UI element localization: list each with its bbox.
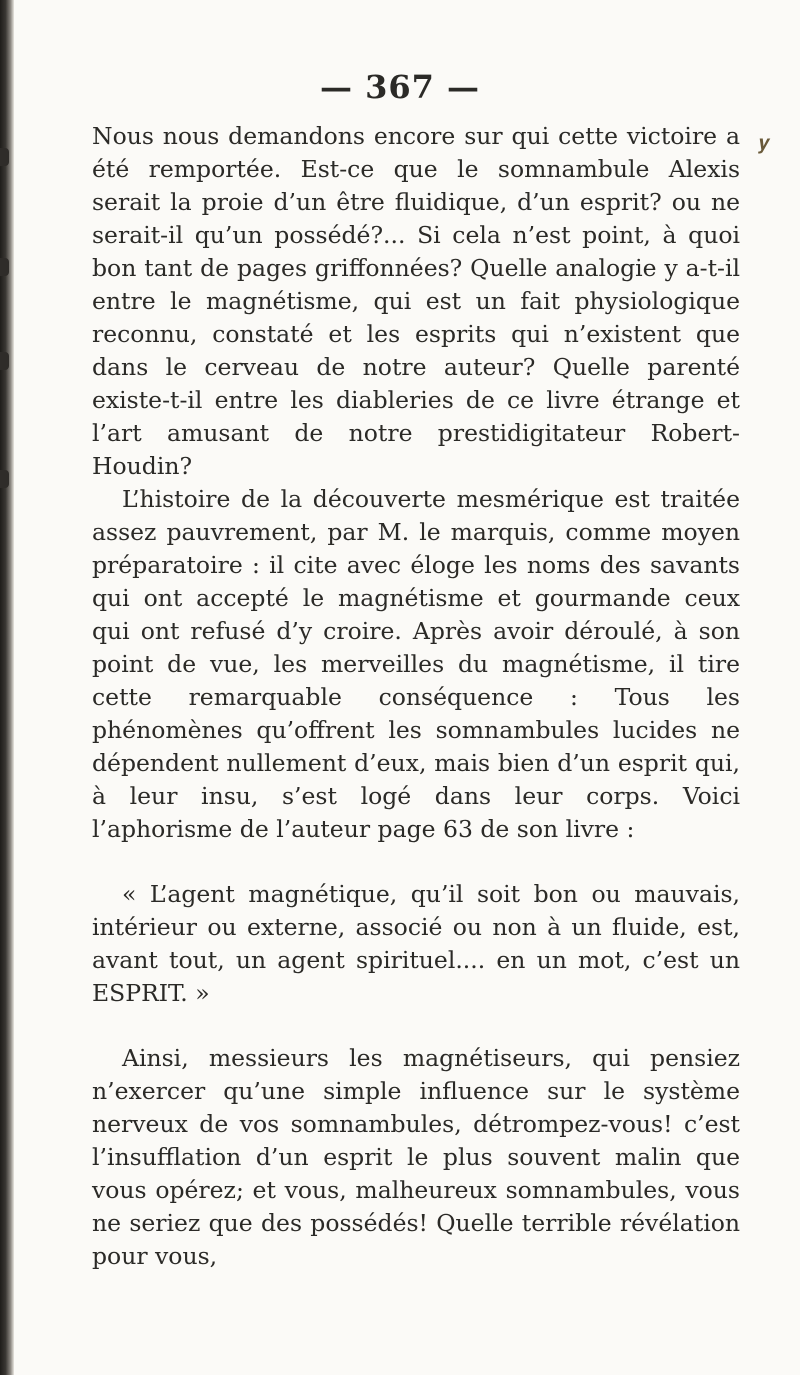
page-number: — 367 — bbox=[319, 68, 481, 106]
quotation: « L’agent magnétique, qu’il soit bon ou mauvais, intérieur ou externe, associé ou non à un fluide, est, avant tout, un agent spirituel.... en un mot, c’est un ESPRIT. » bbox=[92, 880, 740, 1007]
binding-mark bbox=[0, 148, 9, 166]
paragraph-1: Nous nous demandons encore sur qui cette victoire a été remportée. Est-ce que le somnambule Alexis serait la proie d’un être fluidique, d’un esprit? ou ne serait-il qu’un possédé?... Si cela n’est point, à quoi bon tant de pages griffonnées? Quelle analogie y a-t-il entre le magnétisme, qui est un fait physiologique reconnu, constaté et les esprits qui n’existent que dans le cerveau de notre auteur? Quelle parenté existe-t-il entre les diableries de ce livre étrange et l’art amusant de notre prestidigitateur Robert-Houdin? bbox=[92, 122, 740, 480]
binding-mark bbox=[0, 470, 9, 488]
binding-mark bbox=[0, 258, 9, 276]
margin-mark: 𝒚 bbox=[758, 130, 771, 154]
paragraph-3: Ainsi, messieurs les magnétiseurs, qui pensiez n’exercer qu’une simple influence sur le système nerveux de vos somnambules, détrompez-vous! c’est l’insufflation d’un esprit le plus souvent malin que vous opérez; et vous, malheureux somnambules, vous ne seriez que des possédés! Quelle terrible révélation pour vous, bbox=[92, 1044, 740, 1270]
page-body bbox=[92, 120, 740, 1273]
binding-edge bbox=[0, 0, 14, 1375]
paragraph-2: L’histoire de la découverte mesmérique est traitée assez pauvrement, par M. le marquis, comme moyen préparatoire : il cite avec éloge les noms des savants qui ont accepté le magnétisme et gourmande ceux qui ont refusé d’y croire. Après avoir déroulé, à son point de vue, les merveilles du magnétisme, il tire cette remarquable conséquence : Tous les phénomènes qu’offrent les somnambules lucides ne dépendent nullement d’eux, mais bien d’un esprit qui, à leur insu, s’est logé dans leur corps. Voici l’aphorisme de l’auteur page 63 de son livre : bbox=[92, 485, 740, 843]
binding-mark bbox=[0, 352, 9, 370]
